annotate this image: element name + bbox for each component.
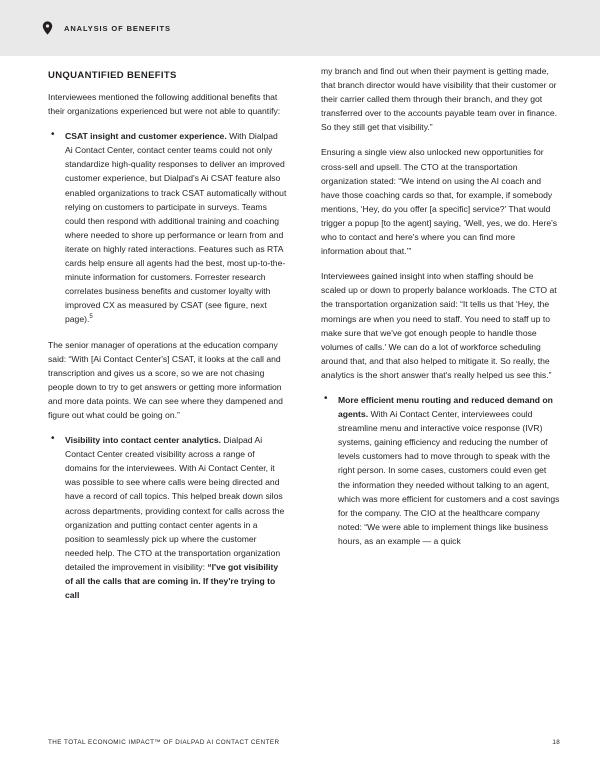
right-paragraph-3: Interviewees gained insight into when staffing should be scaled up or down to properly balance workloads. The CTO at the transportation organization said: “It tells us that ‘Hey, the mornings are when you need to staff. You need to staff up to make sure that we've got enough people to handle those volumes of calls.' We can do a lot of workforce scheduling around that, and that also helped to mitigate it. So really, the analytics is the short answer that's really helped us see this.” <box>321 271 557 380</box>
bullet-body-visibility: Dialpad Ai Contact Center created visibility across a range of domains for the interviewees. With Ai Contact Center, it was possible to see where calls were being directed and have a record of call topics. This helped break down silos across departments, providing context for calls across the organization and putting contact center agents in a position to seamlessly pick up where the customer needed help. The CTO at the transportation organization detailed the improvement in visibility: <box>65 435 285 572</box>
bullet-lead-csat: CSAT insight and customer experience. <box>65 131 227 142</box>
footer-title: THE TOTAL ECONOMIC IMPACT™ OF DIALPAD AI CONTACT CENTER <box>48 738 280 746</box>
list-item <box>48 129 287 326</box>
page-number: 18 <box>552 738 560 746</box>
right-paragraph-1: my branch and find out when their payment is getting made, that branch director would have visibility that their customer or their carrier called them through their branch, and they got transferred over to the accounts payable team over in finance. So they still get that visibility.” <box>321 66 557 133</box>
bullet-body-csat: With Dialpad Ai Contact Center, contact center teams could not only standardize high-quality responses to deliver an improved customer experience, but Dialpad's Ai CSAT feature also enabled organizations to track CSAT automatically without relying on customers to participate in surveys. Teams could then respond with additional training and coaching where needed to shore up performance or learn from and iterate on highly rated interactions. Features such as RTA cards help ensure all agents had the best, most up-to-the-minute information for customers. Forrester research correlates business benefits and customer loyalty with improved CX as measured by CSAT (see figure, next page). <box>65 131 287 325</box>
bullet-lead-menu-routing: More efficient menu routing and reduced demand on agents. <box>338 394 553 420</box>
quote-paragraph-education: The senior manager of operations at the education company said: “With [Ai Contact Center's] CSAT, it looks at the call and transcription and gives us a score, so we are not chasing people down to try to get answers or getting more information and more data points. We can see where they dampened and figure out what could be going on.” <box>48 339 283 420</box>
benefits-bullet-list-3 <box>321 393 560 548</box>
footnote-marker: 5 <box>89 314 93 321</box>
page-footer <box>48 734 560 750</box>
bullet-body-menu-routing: With Ai Contact Center, interviewees could streamline menu and interactive voice response (IVR) systems, gaining efficiency and reducing the number of levels customers had to move through to speak with the right person. In some cases, customers could even get the information they needed without talking to an agent, which was more efficient for customers and a cost savings for the company. The CIO at the healthcare company noted: “We were able to implement things like business hours, as an example — a quick <box>338 409 560 546</box>
page-header <box>0 0 600 56</box>
list-item <box>48 433 287 602</box>
left-column <box>48 64 287 613</box>
intro-paragraph: Interviewees mentioned the following additional benefits that their organizations experienced but were not able to quantify: <box>48 92 281 117</box>
header-title: ANALYSIS OF BENEFITS <box>64 23 171 33</box>
bullet-lead-visibility: Visibility into contact center analytics. <box>65 435 222 446</box>
benefits-bullet-list <box>48 129 287 326</box>
location-pin-icon <box>40 19 54 37</box>
right-column <box>321 64 560 613</box>
bullet-quote-visibility: “I've got visibility of all the calls that are coming in. If they're trying to call <box>65 561 279 601</box>
section-title: UNQUANTIFIED BENEFITS <box>48 70 177 81</box>
list-item <box>321 393 560 548</box>
page-content <box>48 64 560 613</box>
right-paragraph-2: Ensuring a single view also unlocked new opportunities for cross-sell and upsell. The CTO at the transportation organization stated: “We intend on using the AI coach and have those coaching cards so that, for example, if somebody mentions, ‘Hey, do you offer [a specific] service?’ That would trigger a popup [to the agent] saying, ‘Well, yes, we do. Here's who to contact and here's where you can find more information about that.’” <box>321 147 558 257</box>
benefits-bullet-list-2 <box>48 433 287 602</box>
